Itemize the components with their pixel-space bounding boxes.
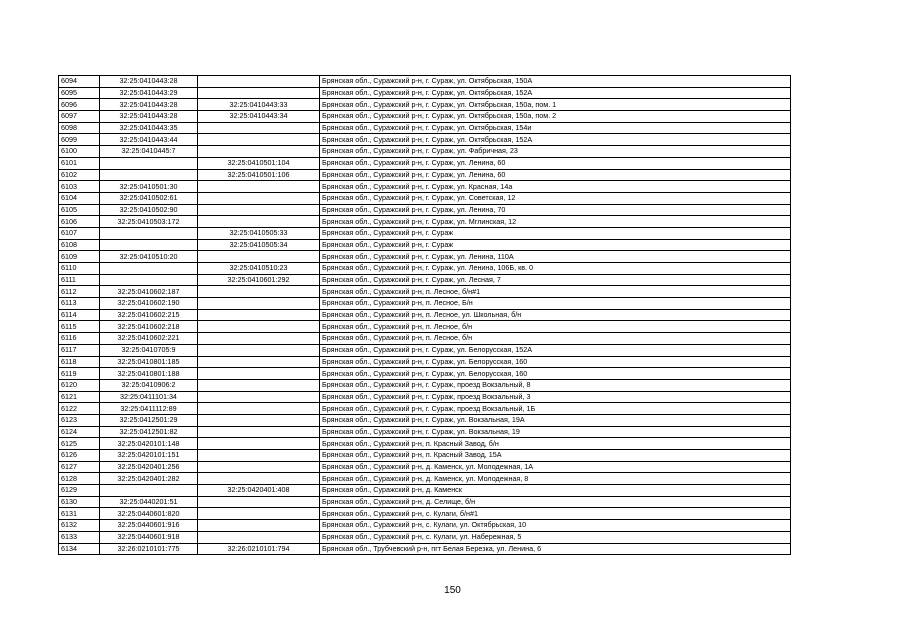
related-cadastral-cell xyxy=(198,286,320,298)
address-cell: Брянская обл., Суражский р-н, п. Лесное, ул. Школьная, б/н xyxy=(320,309,791,321)
row-number-cell: 6120 xyxy=(59,379,100,391)
row-number-cell: 6109 xyxy=(59,251,100,263)
related-cadastral-cell: 32:25:0410505:33 xyxy=(198,227,320,239)
related-cadastral-cell xyxy=(198,76,320,88)
row-number-cell: 6133 xyxy=(59,531,100,543)
row-number-cell: 6105 xyxy=(59,204,100,216)
row-number-cell: 6098 xyxy=(59,122,100,134)
table-row xyxy=(59,134,791,146)
registry-table-body xyxy=(59,76,791,555)
row-number-cell: 6116 xyxy=(59,333,100,345)
address-cell: Брянская обл., Суражский р-н, г. Сураж, проезд Вокзальный, 1Б xyxy=(320,403,791,415)
row-number-cell: 6134 xyxy=(59,543,100,555)
table-row xyxy=(59,204,791,216)
table-row xyxy=(59,239,791,251)
row-number-cell: 6119 xyxy=(59,368,100,380)
cadastral-number-cell: 32:25:0420101:148 xyxy=(100,438,198,450)
cadastral-number-cell xyxy=(100,239,198,251)
table-row xyxy=(59,192,791,204)
row-number-cell: 6108 xyxy=(59,239,100,251)
cadastral-number-cell xyxy=(100,263,198,275)
row-number-cell: 6099 xyxy=(59,134,100,146)
table-row xyxy=(59,111,791,123)
row-number-cell: 6107 xyxy=(59,227,100,239)
cadastral-number-cell: 32:25:0410602:215 xyxy=(100,309,198,321)
address-cell: Брянская обл., Суражский р-н, д. Каменск, ул. Молодежная, 1А xyxy=(320,461,791,473)
related-cadastral-cell: 32:25:0410505:34 xyxy=(198,239,320,251)
cadastral-number-cell: 32:25:0410443:28 xyxy=(100,99,198,111)
address-cell: Брянская обл., Суражский р-н, п. Красный Завод, 15А xyxy=(320,450,791,462)
row-number-cell: 6122 xyxy=(59,403,100,415)
address-cell: Брянская обл., Суражский р-н, г. Сураж, ул. Мглинская, 12 xyxy=(320,216,791,228)
row-number-cell: 6111 xyxy=(59,274,100,286)
row-number-cell: 6106 xyxy=(59,216,100,228)
cadastral-number-cell: 32:25:0410443:29 xyxy=(100,87,198,99)
row-number-cell: 6128 xyxy=(59,473,100,485)
related-cadastral-cell xyxy=(198,531,320,543)
row-number-cell: 6124 xyxy=(59,426,100,438)
cadastral-number-cell: 32:26:0210101:775 xyxy=(100,543,198,555)
cadastral-number-cell: 32:25:0410443:28 xyxy=(100,111,198,123)
row-number-cell: 6132 xyxy=(59,520,100,532)
table-row xyxy=(59,461,791,473)
row-number-cell: 6121 xyxy=(59,391,100,403)
table-row xyxy=(59,321,791,333)
related-cadastral-cell xyxy=(198,146,320,158)
related-cadastral-cell xyxy=(198,391,320,403)
related-cadastral-cell xyxy=(198,520,320,532)
address-cell: Брянская обл., Суражский р-н, г. Сураж, ул. Октябрьская, 152А xyxy=(320,87,791,99)
address-cell: Брянская обл., Суражский р-н, д. Селище, б/н xyxy=(320,496,791,508)
row-number-cell: 6094 xyxy=(59,76,100,88)
address-cell: Брянская обл., Суражский р-н, г. Сураж, ул. Октябрьская, 150а, пом. 1 xyxy=(320,99,791,111)
related-cadastral-cell xyxy=(198,251,320,263)
cadastral-number-cell: 32:25:0410602:187 xyxy=(100,286,198,298)
related-cadastral-cell xyxy=(198,321,320,333)
cadastral-number-cell: 32:25:0410602:218 xyxy=(100,321,198,333)
related-cadastral-cell xyxy=(198,438,320,450)
cadastral-number-cell: 32:25:0410510:20 xyxy=(100,251,198,263)
table-row xyxy=(59,485,791,497)
related-cadastral-cell xyxy=(198,426,320,438)
cadastral-number-cell: 32:25:0410501:30 xyxy=(100,181,198,193)
table-row xyxy=(59,450,791,462)
row-number-cell: 6101 xyxy=(59,157,100,169)
row-number-cell: 6100 xyxy=(59,146,100,158)
address-cell: Брянская обл., Суражский р-н, г. Сураж, ул. Октябрьская, 150А xyxy=(320,76,791,88)
table-row xyxy=(59,379,791,391)
related-cadastral-cell: 32:25:0410510:23 xyxy=(198,263,320,275)
address-cell: Брянская обл., Суражский р-н, г. Сураж, ул. Вокзальная, 19 xyxy=(320,426,791,438)
address-cell: Брянская обл., Суражский р-н, г. Сураж, проезд Вокзальный, 3 xyxy=(320,391,791,403)
related-cadastral-cell xyxy=(198,473,320,485)
related-cadastral-cell xyxy=(198,508,320,520)
address-cell: Брянская обл., Суражский р-н, г. Сураж, ул. Вокзальная, 19А xyxy=(320,414,791,426)
row-number-cell: 6125 xyxy=(59,438,100,450)
row-number-cell: 6123 xyxy=(59,414,100,426)
cadastral-number-cell xyxy=(100,227,198,239)
related-cadastral-cell: 32:25:0410501:104 xyxy=(198,157,320,169)
cadastral-number-cell: 32:25:0440601:820 xyxy=(100,508,198,520)
cadastral-number-cell: 32:25:0412501:82 xyxy=(100,426,198,438)
row-number-cell: 6129 xyxy=(59,485,100,497)
cadastral-number-cell: 32:25:0410445:7 xyxy=(100,146,198,158)
related-cadastral-cell xyxy=(198,450,320,462)
row-number-cell: 6103 xyxy=(59,181,100,193)
address-cell: Брянская обл., Суражский р-н, с. Кулаги, ул. Октябрьская, 10 xyxy=(320,520,791,532)
address-cell: Брянская обл., Суражский р-н, д. Каменск xyxy=(320,485,791,497)
address-cell: Брянская обл., Суражский р-н, г. Сураж, ул. Белорусская, 152А xyxy=(320,344,791,356)
address-cell: Брянская обл., Суражский р-н, г. Сураж, ул. Белорусская, 160 xyxy=(320,356,791,368)
row-number-cell: 6118 xyxy=(59,356,100,368)
address-cell: Брянская обл., Суражский р-н, п. Лесное, б/н xyxy=(320,321,791,333)
cadastral-number-cell: 32:25:0410801:185 xyxy=(100,356,198,368)
cadastral-number-cell: 32:25:0440601:918 xyxy=(100,531,198,543)
cadastral-number-cell: 32:25:0410503:172 xyxy=(100,216,198,228)
related-cadastral-cell xyxy=(198,192,320,204)
related-cadastral-cell xyxy=(198,461,320,473)
address-cell: Брянская обл., Суражский р-н, г. Сураж, ул. Октябрьская, 152А xyxy=(320,134,791,146)
address-cell: Брянская обл., Трубчевский р-н, пгт Белая Березка, ул. Ленина, 6 xyxy=(320,543,791,555)
table-row xyxy=(59,426,791,438)
address-cell: Брянская обл., Суражский р-н, г. Сураж, ул. Ленина, 70 xyxy=(320,204,791,216)
cadastral-number-cell: 32:25:0410443:28 xyxy=(100,76,198,88)
table-row xyxy=(59,496,791,508)
related-cadastral-cell xyxy=(198,216,320,228)
related-cadastral-cell xyxy=(198,122,320,134)
table-row xyxy=(59,263,791,275)
table-row xyxy=(59,122,791,134)
table-row xyxy=(59,473,791,485)
table-row xyxy=(59,216,791,228)
address-cell: Брянская обл., Суражский р-н, с. Кулаги, ул. Набережная, 5 xyxy=(320,531,791,543)
table-row xyxy=(59,251,791,263)
cadastral-number-cell xyxy=(100,169,198,181)
cadastral-number-cell: 32:25:0410801:188 xyxy=(100,368,198,380)
address-cell: Брянская обл., Суражский р-н, с. Кулаги, б/н#1 xyxy=(320,508,791,520)
related-cadastral-cell: 32:25:0420401:408 xyxy=(198,485,320,497)
cadastral-number-cell: 32:25:0440201:51 xyxy=(100,496,198,508)
address-cell: Брянская обл., Суражский р-н, г. Сураж, ул. Белорусская, 160 xyxy=(320,368,791,380)
table-row xyxy=(59,298,791,310)
table-row xyxy=(59,76,791,88)
related-cadastral-cell xyxy=(198,356,320,368)
cadastral-number-cell xyxy=(100,485,198,497)
table-row xyxy=(59,531,791,543)
row-number-cell: 6112 xyxy=(59,286,100,298)
related-cadastral-cell xyxy=(198,309,320,321)
address-cell: Брянская обл., Суражский р-н, г. Сураж, ул. Фабричная, 23 xyxy=(320,146,791,158)
cadastral-number-cell xyxy=(100,274,198,286)
page-number: 150 xyxy=(444,585,461,596)
cadastral-number-cell: 32:25:0420401:282 xyxy=(100,473,198,485)
table-row xyxy=(59,368,791,380)
address-cell: Брянская обл., Суражский р-н, г. Сураж, ул. Советская, 12 xyxy=(320,192,791,204)
table-row xyxy=(59,508,791,520)
address-cell: Брянская обл., Суражский р-н, п. Красный Завод, б/н xyxy=(320,438,791,450)
related-cadastral-cell xyxy=(198,379,320,391)
address-cell: Брянская обл., Суражский р-н, г. Сураж, ул. Ленина, 106Б, кв. 0 xyxy=(320,263,791,275)
address-cell: Брянская обл., Суражский р-н, г. Сураж, ул. Красная, 14а xyxy=(320,181,791,193)
related-cadastral-cell: 32:26:0210101:794 xyxy=(198,543,320,555)
row-number-cell: 6130 xyxy=(59,496,100,508)
table-row xyxy=(59,520,791,532)
table-row xyxy=(59,286,791,298)
table-row xyxy=(59,414,791,426)
cadastral-number-cell: 32:25:0410705:9 xyxy=(100,344,198,356)
address-cell: Брянская обл., Суражский р-н, г. Сураж, проезд Вокзальный, 8 xyxy=(320,379,791,391)
address-cell: Брянская обл., Суражский р-н, п. Лесное, б/н#1 xyxy=(320,286,791,298)
row-number-cell: 6096 xyxy=(59,99,100,111)
address-cell: Брянская обл., Суражский р-н, г. Сураж, ул. Ленина, 60 xyxy=(320,169,791,181)
address-cell: Брянская обл., Суражский р-н, п. Лесное, Б/н xyxy=(320,298,791,310)
cadastral-number-cell: 32:25:0410443:35 xyxy=(100,122,198,134)
related-cadastral-cell: 32:25:0410601:292 xyxy=(198,274,320,286)
registry-table xyxy=(58,75,791,555)
cadastral-number-cell: 32:25:0411101:34 xyxy=(100,391,198,403)
table-row xyxy=(59,99,791,111)
row-number-cell: 6104 xyxy=(59,192,100,204)
address-cell: Брянская обл., Суражский р-н, п. Лесное, б/н xyxy=(320,333,791,345)
table-row xyxy=(59,333,791,345)
related-cadastral-cell xyxy=(198,134,320,146)
row-number-cell: 6126 xyxy=(59,450,100,462)
row-number-cell: 6117 xyxy=(59,344,100,356)
related-cadastral-cell xyxy=(198,298,320,310)
address-cell: Брянская обл., Суражский р-н, г. Сураж, ул. Октябрьская, 150а, пом. 2 xyxy=(320,111,791,123)
table-row xyxy=(59,344,791,356)
cadastral-number-cell: 32:25:0410602:190 xyxy=(100,298,198,310)
address-cell: Брянская обл., Суражский р-н, г. Сураж, ул. Ленина, 60 xyxy=(320,157,791,169)
cadastral-number-cell: 32:25:0410906:2 xyxy=(100,379,198,391)
table-row xyxy=(59,356,791,368)
cadastral-number-cell: 32:25:0411112:89 xyxy=(100,403,198,415)
address-cell: Брянская обл., Суражский р-н, г. Сураж xyxy=(320,239,791,251)
row-number-cell: 6127 xyxy=(59,461,100,473)
table-row xyxy=(59,391,791,403)
related-cadastral-cell xyxy=(198,403,320,415)
table-row xyxy=(59,227,791,239)
cadastral-number-cell: 32:25:0440601:916 xyxy=(100,520,198,532)
row-number-cell: 6102 xyxy=(59,169,100,181)
cadastral-number-cell: 32:25:0410502:61 xyxy=(100,192,198,204)
address-cell: Брянская обл., Суражский р-н, г. Сураж xyxy=(320,227,791,239)
table-row xyxy=(59,309,791,321)
table-row xyxy=(59,181,791,193)
row-number-cell: 6115 xyxy=(59,321,100,333)
related-cadastral-cell xyxy=(198,333,320,345)
cadastral-number-cell: 32:25:0420401:256 xyxy=(100,461,198,473)
row-number-cell: 6110 xyxy=(59,263,100,275)
table-row xyxy=(59,438,791,450)
address-cell: Брянская обл., Суражский р-н, г. Сураж, ул. Ленина, 110А xyxy=(320,251,791,263)
related-cadastral-cell xyxy=(198,368,320,380)
cadastral-number-cell: 32:25:0410443:44 xyxy=(100,134,198,146)
related-cadastral-cell xyxy=(198,496,320,508)
related-cadastral-cell xyxy=(198,181,320,193)
table-row xyxy=(59,157,791,169)
address-cell: Брянская обл., Суражский р-н, д. Каменск, ул. Молодежная, 8 xyxy=(320,473,791,485)
related-cadastral-cell xyxy=(198,414,320,426)
table-row xyxy=(59,146,791,158)
table-row xyxy=(59,169,791,181)
table-row xyxy=(59,403,791,415)
related-cadastral-cell xyxy=(198,344,320,356)
table-row xyxy=(59,543,791,555)
row-number-cell: 6095 xyxy=(59,87,100,99)
row-number-cell: 6097 xyxy=(59,111,100,123)
row-number-cell: 6131 xyxy=(59,508,100,520)
related-cadastral-cell: 32:25:0410443:33 xyxy=(198,99,320,111)
related-cadastral-cell: 32:25:0410501:106 xyxy=(198,169,320,181)
cadastral-number-cell: 32:25:0412501:29 xyxy=(100,414,198,426)
table-row xyxy=(59,274,791,286)
table-row xyxy=(59,87,791,99)
related-cadastral-cell xyxy=(198,87,320,99)
row-number-cell: 6114 xyxy=(59,309,100,321)
cadastral-number-cell: 32:25:0410602:221 xyxy=(100,333,198,345)
address-cell: Брянская обл., Суражский р-н, г. Сураж, ул. Октябрьская, 154и xyxy=(320,122,791,134)
cadastral-number-cell: 32:25:0420101:151 xyxy=(100,450,198,462)
related-cadastral-cell xyxy=(198,204,320,216)
row-number-cell: 6113 xyxy=(59,298,100,310)
related-cadastral-cell: 32:25:0410443:34 xyxy=(198,111,320,123)
address-cell: Брянская обл., Суражский р-н, г. Сураж, ул. Лесная, 7 xyxy=(320,274,791,286)
cadastral-number-cell xyxy=(100,157,198,169)
cadastral-number-cell: 32:25:0410502:90 xyxy=(100,204,198,216)
